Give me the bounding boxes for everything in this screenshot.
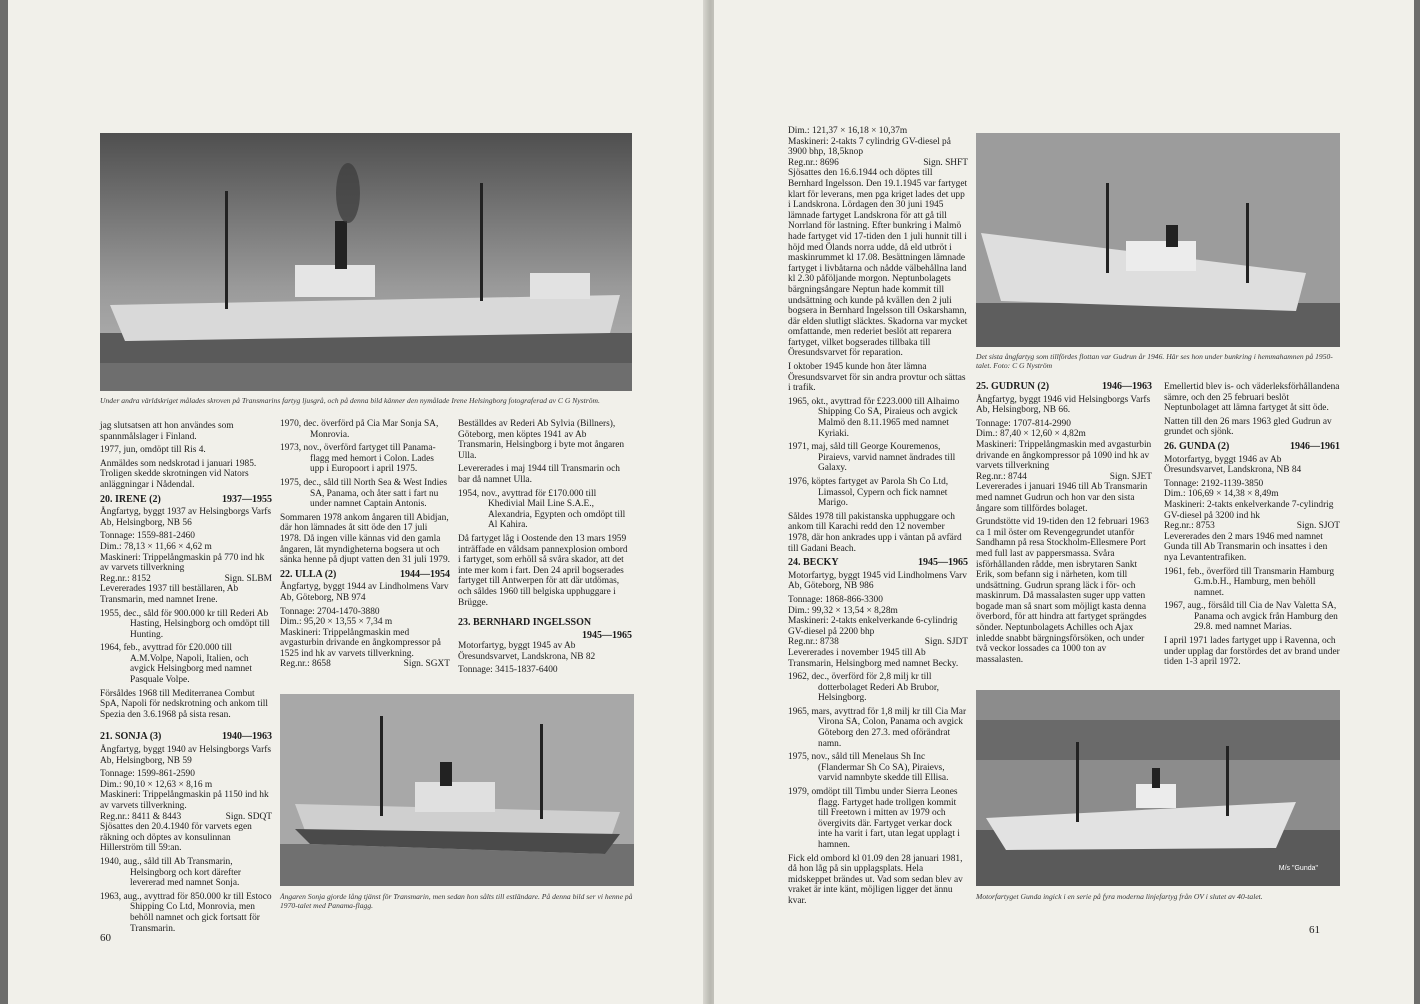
entry-text: I april 1971 lades fartyget upp i Ravenna, och under upplag dar forstördes det av brand under tiden 1-3 april 1972. — [1164, 636, 1340, 668]
entry-event: 1940, aug., såld till Ab Transmarin, Helsingborg och kort därefter levererad med namnet Sonja. — [100, 856, 241, 889]
top-photo-caption: Det sista ångfartyg som tillfördes flottan var Gudrun år 1946. Här ses hon under bunkring i hemmahamnen på 1950-talet. Foto: C G Nyström — [976, 352, 1333, 370]
intro-line: 1977, jun, omdöpt till Ris 4. — [100, 445, 206, 456]
entry-build: Ångfartyg, byggt 1946 vid Helsingborgs Varfs Ab, Helsingborg, NB 66. — [976, 394, 1151, 416]
entry-text: Levererades i maj 1944 till Transmarin och bar då namnet Ulla. — [458, 464, 620, 485]
entry-build: Ångfartyg, byggt 1937 av Helsingborgs Varfs Ab, Helsingborg, NB 56 — [100, 507, 271, 528]
entry-text: Levererades i november 1945 till Ab Transmarin, Helsingborg med namnet Becky. — [788, 647, 959, 669]
entry-event: 1964, feb., avyttrad för £20.000 till A.M.Volpe, Napoli, Italien, och avgick Helsingborg med namnet Pasquale Volpe. — [100, 643, 252, 686]
entry-text: Då fartyget låg i Oostende den 13 mars 1959 inträffade en våldsam pannexplosion ombord i fartyget, som erhöll så svåra skador, att det inte mer kom i fart. Den 24 april bogserades fartyget till Antwerpen för att där utdömas, och såldes 1960 till belgiska upphuggare i Brügge. — [458, 533, 628, 608]
entry-dim: Dim.: 121,37 × 16,18 × 10,37m — [788, 126, 908, 136]
entry-dim: Dim.: 87,40 × 12,60 × 4,82m — [976, 429, 1086, 440]
entry-event: 1971, maj, såld till George Kouremenos, Piraievs, varvid namnet ändrades till Galaxy. — [788, 442, 956, 474]
entry-reg: Reg.nr.: 8696 Sign. SHFT — [788, 157, 968, 168]
entry-tonnage: Tonnage: 2704-1470-3880 — [280, 606, 380, 617]
right-column-1 — [788, 126, 968, 910]
left-column-2 — [280, 419, 450, 670]
intro-line: Anmäldes som nedskrotad i januari 1985. Troligen skedde skrotningen vid Nators anläggningar i Nådendal. — [100, 458, 257, 490]
entry-heading-irene: 20. IRENE (2) 1937—1955 — [100, 493, 272, 505]
entry-build: Ångfartyg, byggt 1944 av Lindholmens Varv Ab, Göteborg, NB 974 — [280, 582, 449, 603]
photo-label: M/s "Gunda" — [1278, 865, 1318, 872]
entry-reg: Reg.nr.: 8411 & 8443 Sign. SDQT — [100, 811, 272, 822]
top-photo-caption: Under andra världskriget målades skroven på Transmarins fartyg ljusgrå, och på denna bild känner den nymålade Irene Helsingborg fotograferad av C G Nyström. — [100, 396, 600, 405]
page-number: 61 — [1309, 924, 1320, 936]
entry-years: 1945—1965 — [582, 629, 632, 641]
entry-reg: Reg.nr.: 8658 Sign. SGXT — [280, 659, 450, 670]
entry-tonnage: Tonnage: 1559-881-2460 — [100, 531, 195, 542]
entry-event: 1973, nov., överförd fartyget till Panama-flagg med hemort i Colon. Lades upp i Europoort i april 1975. — [280, 443, 436, 475]
entry-dim: Dim.: 99,32 × 13,54 × 8,28m — [788, 605, 898, 616]
entry-heading-gudrun: 25. GUDRUN (2) 1946—1963 — [976, 381, 1152, 392]
right-column-3 — [1164, 382, 1340, 671]
gudrun-ship-photo — [976, 133, 1340, 347]
entry-reg: Reg.nr.: 8152 Sign. SLBM — [100, 573, 272, 584]
entry-text: Levererades i januari 1946 till Ab Transmarin med namnet Gudrun och hon var den sista ångare som tillfördes bolaget. — [976, 482, 1148, 514]
entry-text: Emellertid blev is- och väderleksförhållandena sämre, och den 25 februari beslöt Neptunbolaget att lämna fartyget åt sitt öde. — [1164, 382, 1340, 414]
entry-text: Levererades 1937 till beställaren, Ab Transmarin, med namnet Irene. — [100, 584, 239, 605]
entry-build: Ångfartyg, byggt 1940 av Helsingborgs Varfs Ab, Helsingborg, NB 59 — [100, 745, 271, 766]
entry-build: Motorfartyg, byggt 1945 av Ab Öresundsvarvet, Landskrona, NB 82 — [458, 641, 596, 662]
sonja-ship-photo — [280, 694, 634, 886]
entry-text: Sommaren 1978 ankom ångaren till Abidjan, där hon lämnades åt sitt öde den 17 juli 1978. Då ingen ville kännas vid den gamla ångaren, lät myndigheterna bogsera ut och sänka henne på djupt vatten den 31 juli 1979. — [280, 512, 451, 566]
entry-machinery: Maskineri: Trippelångmaskin på 770 ind hk av varvets tillverkning — [100, 552, 265, 574]
entry-tonnage: Tonnage: 3415-1837-6400 — [458, 665, 558, 676]
irene-ship-photo — [100, 133, 632, 391]
entry-machinery: Maskineri: Trippelångmaskin på 1150 ind hk av varvets tillverkning. — [100, 790, 269, 811]
entry-event: 1976, köptes fartyget av Parola Sh Co Ltd, Limassol, Cypern och fick namnet Marigo. — [788, 477, 949, 509]
entry-dim: Dim.: 78,13 × 11,66 × 4,62 m — [100, 541, 212, 552]
entry-text: Grundstötte vid 19-tiden den 12 februari 1963 ca 1 mil öster om Revengegrundet utanför Sandhamn på resa Stockholm-Ellesmere Port med full last av pappersmassa. Svåra isförhållanden rådde, men isbrytaren Sankt Erik, som befann sig i närheten, kom till undsättning. Gudrun sprang läck i för- och maskinrum. Då massalasten suger upp vatten bogade man så snart som möjligt kasta denna överbord, för att hindra att fartyget sprängdes sönder. Neptunbolagets Achilles och Ajax inledde snabbt bärgningsförsöken, och under två veckor lossades ca 1000 ton av massalasten. — [976, 517, 1149, 665]
entry-text: Natten till den 26 mars 1963 gled Gudrun av grundet och sjönk. — [1164, 416, 1332, 438]
entry-event: 1955, dec., såld för 900.000 kr till Rederi Ab Hasting, Helsingborg och omdöpt till Hunting. — [100, 608, 270, 640]
entry-event: 1970, dec. överförd på Cia Mar Sonja SA, Monrovia. — [280, 419, 439, 440]
bottom-photo-caption: Ångaren Sonja gjorde lång tjänst för Transmarin, men sedan hon sålts till estländare. På denna bild ser vi henne på 1970-talet med Panama-flagg. — [280, 892, 633, 910]
entry-event: 1975, dec., såld till North Sea & West Indies SA, Panama, och åter satt i fart nu under namnet Captain Antonis. — [280, 477, 448, 510]
entry-event: 1979, omdöpt till Timbu under Sierra Leones flagg. Fartyget hade trollgen kommit till Freetown i mitten av 1979 och övergivits där. Fartyget verkar dock inte ha varit i fart, utan legat upplagt i hamnen. — [788, 787, 960, 850]
entry-tonnage: Tonnage: 1599-861-2590 — [100, 769, 195, 780]
entry-event: 1963, aug., avyttrad för 850.000 kr till Estoco Shipping Co Ltd, Monrovia, men behöll namnet och gick fortsatt för Transmarin. — [100, 891, 272, 934]
left-column-1 — [100, 421, 272, 937]
entry-event: 1965, okt., avyttrad för £223.000 till Alhaimo Shipping Co SA, Piraieus och avgick Malmö den 8.11.1965 med namnet Kyriaki. — [788, 396, 960, 439]
entry-machinery: Maskineri: Trippelångmaskin med avgasturbin drivande en ångkompressor på 1090 ind hk av varvets tillverkning — [976, 439, 1152, 472]
entry-heading-sonja: 21. SONJA (3) 1940—1963 — [100, 731, 272, 743]
entry-text: Försåldes 1968 till Mediterranea Combut SpA, Napoli för nedskrotning och ankom till Spezia den 3.6.1968 på sista resan. — [100, 688, 268, 720]
entry-build: Motorfartyg, byggt 1945 vid Lindholmens Varv Ab, Göteborg, NB 986 — [788, 570, 967, 592]
entry-tonnage: Tonnage: 1868-866-3300 — [788, 594, 883, 605]
entry-dim: Dim.: 90,10 × 12,63 × 8,16 m — [100, 779, 213, 790]
entry-text: Sjösattes den 16.6.1944 och döptes till Bernhard Ingelsson. Den 19.1.1945 var fartyget klart för leverans, men pga kriget lades det upp i Landskrona. Lördagen den 30 juni 1945 lämnade fartyget Landskrona för att gå till Norrland för lastning. Efter bunkring i Malmö hade fartyget vid 17-tiden den 1 juli hunnit till i höjd med Ölands norra udde, då eld utbröt i maskinrummet kl 17.08. Besättningen lämnade fartyget i livbåtarna och nådde välbehållna land kl 2.30 påföljande morgon. Neptunbolagets bärgningsångare Neptun hade kommit till undsättning och kunde på kvällen den 2 juli bogsera in Bernhard Ingelsson till Oskarshamn, där elden slutligt släcktes. Skadorna var mycket omfattande, men rederiet beslöt att reparera fartyget, vilket bogserades tillbaka till Öresundsvarvet för reparation. — [788, 168, 968, 359]
entry-text: I oktober 1945 kunde hon åter lämna Öresundsvarvet för sin andra provtur och sättas i trafik. — [788, 362, 966, 394]
entry-machinery: Maskineri: 2-takts enkelverkande 7-cylindrig GV-diesel på 3200 ind hk — [1164, 499, 1334, 521]
entry-text: Fick eld ombord kl 01.09 den 28 januari 1981, då hon låg på sin upplagsplats. Hela midskeppet brändes ut. Vad som sedan blev av vraket är inte känt, möjligen ligger det ännu kvar. — [788, 853, 963, 906]
right-column-2 — [976, 382, 1152, 668]
entry-event: 1965, mars, avyttrad för 1,8 milj kr till Cia Mar Virona SA, Colon, Panama och avgick Göteborg den 27.3. med oförändrat namn. — [788, 706, 967, 749]
entry-reg: Reg.nr.: 8744 Sign. SJET — [976, 471, 1152, 482]
entry-reg: Reg.nr.: 8753 Sign. SJOT — [1164, 521, 1340, 532]
entry-event: 1961, feb., överförd till Transmarin Hamburg G.m.b.H., Hamburg, men behöll namnet. — [1164, 566, 1335, 598]
entry-heading-ulla: 22. ULLA (2) 1944—1954 — [280, 568, 450, 580]
entry-machinery: Maskineri: 2-takts enkelverkande 6-cylindrig GV-diesel på 2200 bhp — [788, 616, 958, 637]
entry-text: Såldes 1978 till pakistanska upphuggare och ankom till Karachi redd den 12 november 1978, där hon ankrades upp i väntan på avfärd till Gadani Beach. — [788, 511, 962, 554]
entry-event: 1975, nov., såld till Menelaus Sh Inc (Flandermar Sh Co SA), Piraievs, varvid namnbyte skedde till Ellisa. — [788, 752, 949, 784]
bottom-photo-caption: Motorfartyget Gunda ingick i en serie på fyra moderna linjefartyg från OV i slutet av 40-talet. — [976, 892, 1263, 901]
entry-event: 1967, aug., försåld till Cia de Nav Valetta SA, Panama och avgick från Hamburg den 29.8. med namnet Marias. — [1164, 601, 1338, 633]
entry-machinery: Maskineri: 2-takts 7 cylindrig GV-diesel på 3900 bhp, 18,5knop — [788, 136, 951, 158]
entry-tonnage: Tonnage: 1707-814-2990 — [976, 418, 1071, 429]
entry-heading-gunda: 26. GUNDA (2) 1946—1961 — [1164, 440, 1340, 452]
intro-line: jag slutsatsen att hon användes som spannmålslager i Finland. — [100, 421, 234, 442]
entry-build: Motorfartyg, byggt 1946 av Ab Öresundsvarvet, Landskrona, NB 84 — [1164, 454, 1302, 476]
entry-heading-bernhard: 23. BERNHARD INGELSSON — [458, 617, 592, 629]
entry-event: 1954, nov., avyttrad för £170.000 till Khedivial Mail Line S.A.E., Alexandria, Egypten och omdöpt till Al Kahira. — [458, 488, 626, 531]
gunda-ship-photo — [976, 690, 1340, 886]
entry-dim: Dim.: 106,69 × 14,38 × 8,49m — [1164, 489, 1279, 500]
entry-event: 1962, dec., överförd för 2,8 milj kr till dotterbolaget Rederi Ab Brubor, Helsingborg. — [788, 672, 939, 704]
left-page — [8, 0, 712, 1004]
entry-text: Levererades den 2 mars 1946 med namnet Gunda till Ab Transmarin och insattes i den nya Levantentrafiken. — [1164, 531, 1328, 563]
left-column-3 — [458, 419, 632, 676]
right-page — [714, 0, 1414, 1004]
entry-reg: Reg.nr.: 8738 Sign. SJDT — [788, 637, 968, 648]
entry-machinery: Maskineri: Trippelångmaskin med avgasturbin drivande en ångkompressor på 1525 ind hk av varvets tillverkning. — [280, 627, 441, 659]
page-number: 60 — [100, 932, 111, 944]
entry-heading-becky: 24. BECKY 1945—1965 — [788, 557, 968, 569]
entry-tonnage: Tonnage: 2192-1139-3850 — [1164, 478, 1264, 489]
entry-text: Sjösattes den 20.4.1940 för varvets egen räkning och döptes av konsulinnan Hillerström till 59:an. — [100, 822, 252, 854]
entry-dim: Dim.: 95,20 × 13,55 × 7,34 m — [280, 617, 393, 628]
entry-text: Beställdes av Rederi Ab Sylvia (Billners), Göteborg, men köptes 1941 av Ab Transmarin, Helsingborg i byte mot ångaren Ulla. — [458, 419, 625, 461]
